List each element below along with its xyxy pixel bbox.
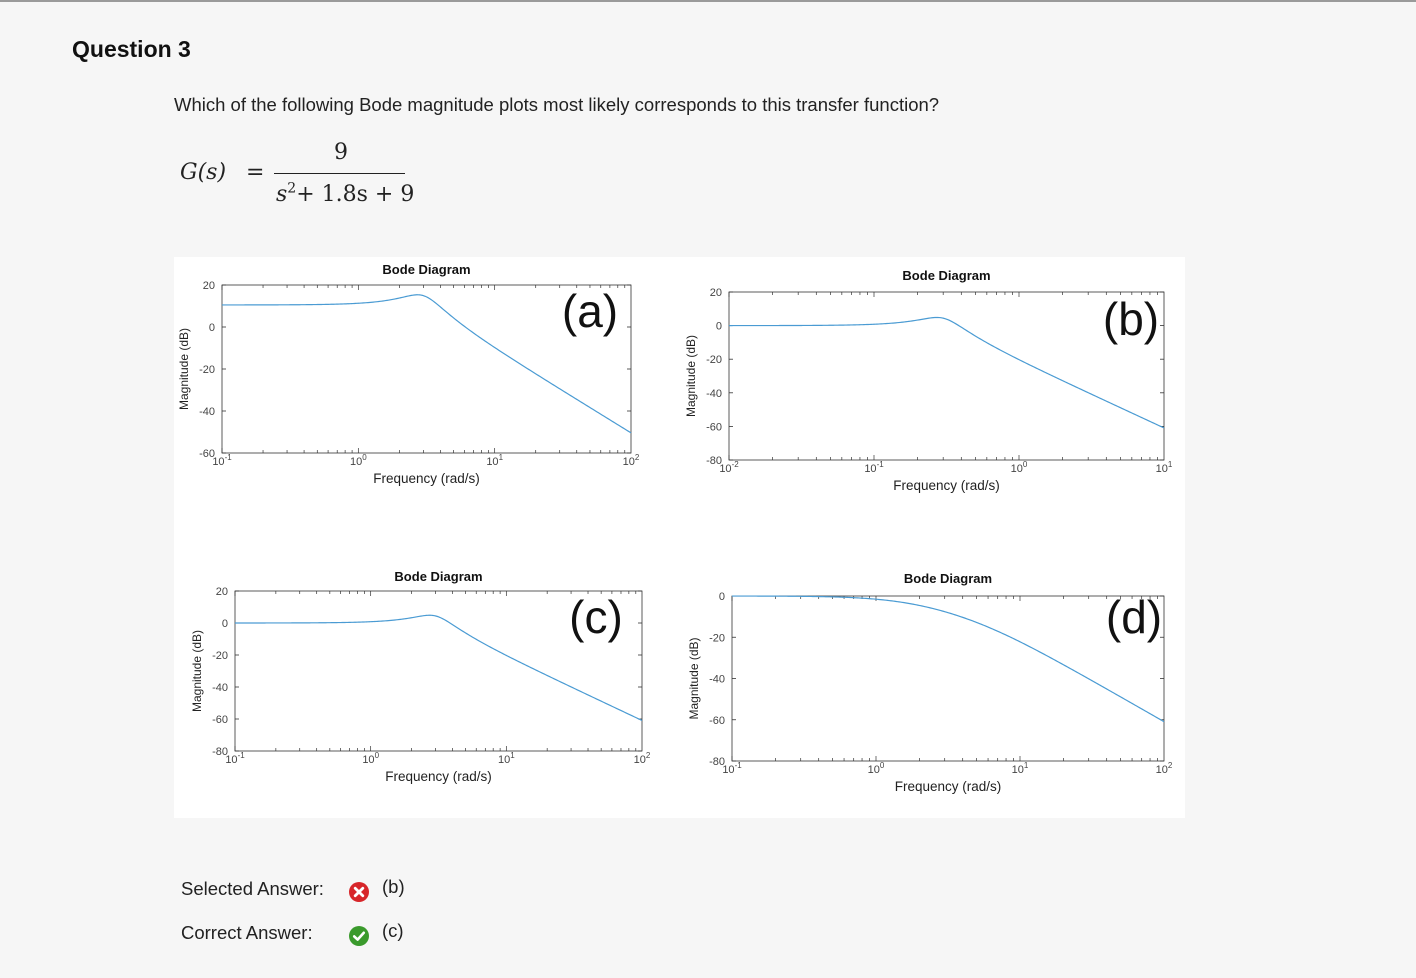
plot-frame: [732, 596, 1164, 761]
x-tick-label: [1156, 460, 1173, 475]
x-tick-base: 10: [867, 764, 880, 776]
x-axis-label: Frequency (rad/s): [373, 471, 480, 486]
panel-label: (a): [561, 285, 619, 337]
x-tick-label: [212, 453, 232, 468]
x-tick-exponent: 0: [879, 761, 885, 770]
formula-den-exp: 2: [287, 180, 297, 197]
y-tick-label: 0: [718, 591, 725, 603]
y-axis-label: Magnitude (dB): [190, 629, 204, 713]
x-tick-exponent: -1: [876, 460, 884, 469]
y-tick-label: 0: [221, 618, 228, 630]
x-tick-label: [1156, 761, 1173, 776]
panel-label: (d): [1105, 591, 1163, 643]
x-tick-label: [868, 761, 885, 776]
panel-label: (b): [1102, 293, 1160, 345]
x-axis-label: Frequency (rad/s): [385, 769, 492, 784]
y-tick-label: -80: [212, 746, 228, 758]
top-divider: [0, 0, 1416, 2]
plot-title: Bode Diagram: [903, 571, 993, 586]
x-tick-base: 10: [1011, 764, 1024, 776]
x-tick-label: [486, 453, 503, 468]
y-tick-label: 20: [709, 287, 722, 299]
bode-plots-svg: [174, 257, 1185, 818]
x-tick-base: 10: [497, 754, 511, 766]
x-tick-label: [225, 751, 245, 766]
transfer-function: [178, 138, 438, 218]
plot-title: Bode Diagram: [382, 262, 471, 277]
y-tick-label: 20: [202, 280, 215, 292]
plot-title: Bode Diagram: [394, 569, 483, 584]
x-tick-exponent: -2: [731, 460, 739, 469]
correct-answer-value: (c): [382, 920, 404, 941]
bode-panel-b: [684, 268, 1173, 493]
y-tick-label: 0: [208, 322, 215, 334]
x-tick-base: 10: [1010, 463, 1023, 475]
y-tick-label: 0: [715, 320, 722, 333]
x-tick-exponent: 1: [510, 751, 515, 760]
x-tick-base: 10: [633, 754, 646, 766]
formula-den-s: s: [276, 182, 288, 207]
selected-answer-value: (b): [382, 876, 405, 897]
x-tick-label: [362, 751, 379, 766]
fraction-bar: [274, 173, 405, 174]
formula-denominator: [276, 182, 414, 207]
x-tick-exponent: 1: [498, 453, 504, 462]
question-title: Question 3: [72, 36, 191, 62]
bode-panel-d: [687, 571, 1173, 794]
x-tick-label: [623, 453, 640, 468]
x-tick-base: 10: [719, 463, 732, 475]
y-tick-label: -20: [199, 364, 215, 376]
x-tick-label: [722, 761, 742, 776]
y-tick-label: -80: [709, 756, 725, 768]
bode-panel-c: [190, 569, 651, 784]
formula-equals: =: [246, 160, 265, 185]
x-tick-label: [1012, 761, 1029, 776]
y-tick-label: -40: [212, 682, 228, 694]
panel-label: (c): [569, 591, 623, 643]
question-text: Which of the following Bode magnitude plots most likely corresponds to this transfer function?: [174, 94, 940, 115]
check-circle-icon: [349, 926, 369, 946]
formula-numerator: 9: [334, 140, 348, 165]
y-axis-label: Magnitude (dB): [177, 327, 191, 411]
y-tick-label: -60: [199, 448, 215, 460]
x-tick-label: [1011, 460, 1028, 475]
y-tick-label: -40: [709, 673, 725, 686]
selected-answer-label: Selected Answer:: [181, 878, 324, 899]
y-tick-label: 20: [215, 586, 228, 598]
x-tick-exponent: 2: [645, 751, 651, 760]
x-tick-label: [864, 460, 884, 475]
plot-title: Bode Diagram: [902, 268, 991, 283]
x-tick-label: [634, 751, 651, 766]
y-tick-label: -60: [212, 714, 228, 726]
y-tick-label: -40: [706, 387, 722, 400]
x-tick-exponent: -1: [224, 453, 232, 462]
plot-frame: [729, 292, 1164, 460]
x-tick-base: 10: [225, 754, 238, 766]
x-tick-base: 10: [864, 463, 877, 475]
x-tick-base: 10: [212, 456, 225, 468]
x-axis-label: Frequency (rad/s): [893, 478, 1000, 493]
x-tick-exponent: 1: [1167, 460, 1173, 469]
correct-answer-label: Correct Answer:: [181, 922, 313, 943]
x-tick-base: 10: [349, 456, 363, 468]
x-tick-exponent: 2: [634, 453, 640, 462]
y-tick-label: -20: [212, 650, 228, 662]
x-tick-exponent: 0: [374, 751, 380, 760]
x-tick-exponent: 0: [362, 453, 367, 462]
x-circle-icon: [349, 882, 369, 902]
y-tick-label: -20: [709, 632, 725, 645]
bode-panel-a: [177, 262, 640, 486]
y-tick-label: -60: [706, 421, 722, 434]
x-axis-label: Frequency (rad/s): [894, 779, 1002, 794]
x-tick-label: [498, 751, 515, 766]
y-tick-label: -80: [706, 455, 722, 467]
x-tick-label: [719, 460, 739, 475]
y-axis-label: Magnitude (dB): [684, 334, 698, 418]
y-tick-label: -40: [199, 406, 215, 418]
x-tick-exponent: -1: [237, 751, 245, 760]
x-tick-base: 10: [486, 456, 499, 468]
formula-den-rest: + 1.8s + 9: [296, 182, 415, 207]
x-tick-base: 10: [722, 764, 735, 776]
x-tick-exponent: 0: [1022, 460, 1028, 469]
x-tick-base: 10: [362, 754, 375, 766]
bode-figure: [174, 257, 1185, 818]
x-tick-base: 10: [622, 456, 635, 468]
x-tick-exponent: -1: [734, 761, 742, 770]
y-axis-label: Magnitude (dB): [687, 637, 701, 720]
y-tick-label: -60: [709, 714, 725, 727]
x-tick-base: 10: [1155, 463, 1168, 475]
x-tick-base: 10: [1155, 764, 1168, 776]
x-tick-label: [350, 453, 367, 468]
y-tick-label: -20: [706, 354, 722, 367]
x-tick-exponent: 1: [1023, 761, 1029, 770]
formula-lhs: G(s): [180, 160, 227, 185]
x-tick-exponent: 2: [1167, 761, 1173, 770]
